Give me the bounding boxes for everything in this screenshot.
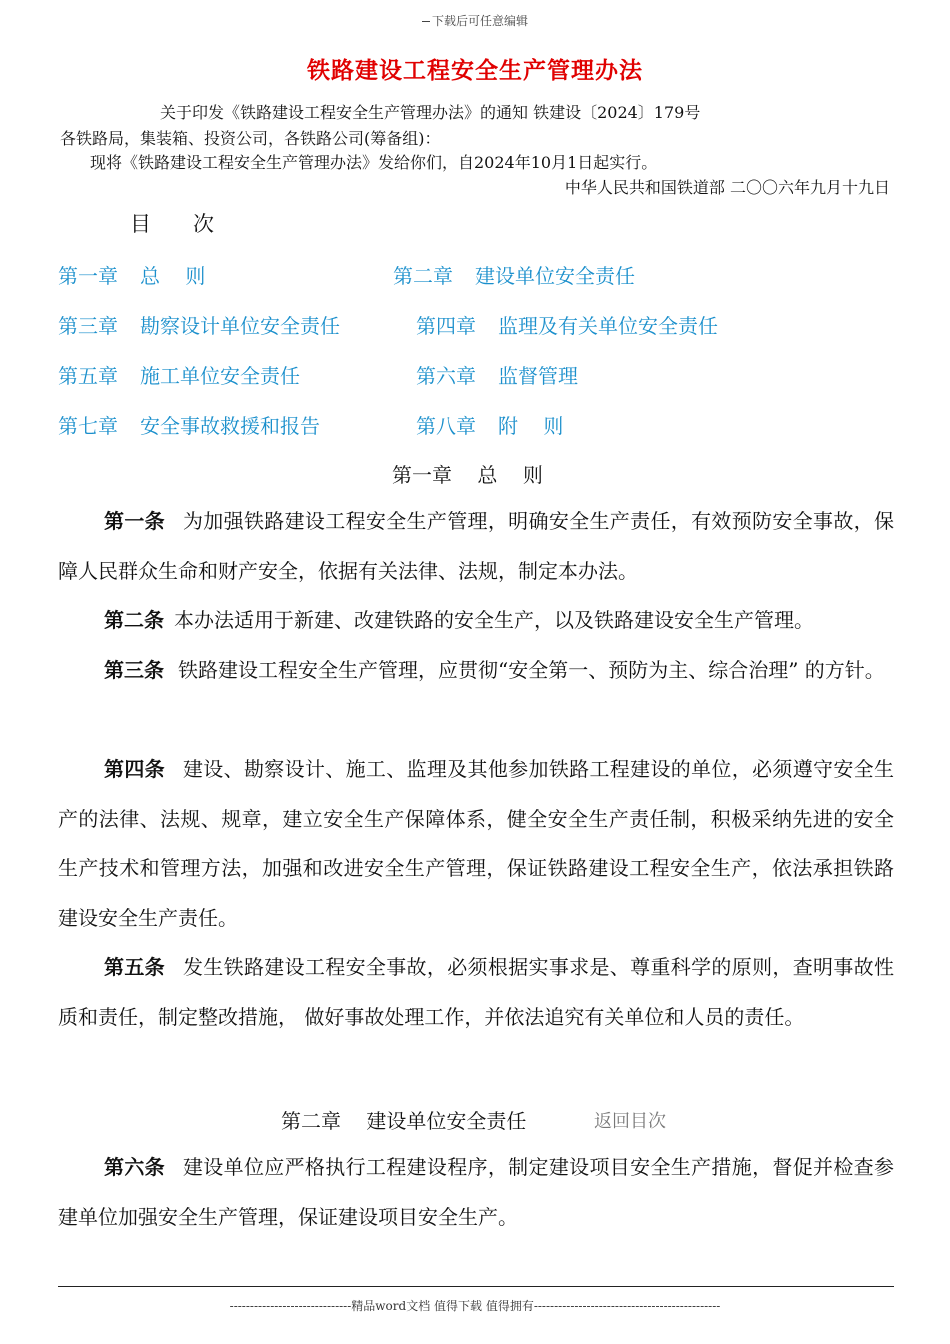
article-4 (58, 745, 894, 943)
article-text: 建设、勘察设计、施工、监理及其他参加铁路工程建设的单位，必须遵守安全生产的法律、法规、规章，建立安全生产保障体系，健全安全生产责任制，积极采纳先进的安全生产技术和管理方法，加强和改进安全生产管理，保证铁路建设工程安全生产，依法承担铁路建设安全生产责任。 (58, 757, 895, 930)
toc-num: 第八章 (416, 414, 476, 438)
document-title: 铁路建设工程安全生产管理办法 (307, 58, 643, 84)
notice-line: 关于印发《铁路建设工程安全生产管理办法》的通知 铁建设〔2024〕179号 (160, 103, 701, 122)
header-note (0, 12, 950, 29)
toc-num: 第一章 (58, 264, 118, 288)
chapter-1-heading: 第一章 总 则 (392, 463, 543, 487)
toc-label: 建设单位安全责任 (475, 264, 635, 288)
toc-link-chapter-5[interactable] (58, 360, 300, 389)
article-text: 发生铁路建设工程安全事故，必须根据实事求是、尊重科学的原则，查明事故性质和责任，制定整改措施， 做好事故处理工作，并依法追究有关单位和人员的责任。 (58, 955, 895, 1029)
article-1 (58, 497, 894, 596)
article-text: 铁路建设工程安全生产管理，应贯彻“安全第一、预防为主、综合治理” 的方针。 (178, 658, 885, 682)
article-label: 第五条 (104, 955, 165, 979)
article-2 (58, 596, 894, 646)
toc-title-char-2: 次 (193, 212, 214, 236)
article-label: 第三条 (104, 658, 164, 682)
back-to-toc-link[interactable]: 返回目次 (594, 1111, 666, 1132)
article-5 (58, 943, 894, 1042)
toc-link-chapter-6[interactable] (416, 360, 578, 389)
article-text: 本办法适用于新建、改建铁路的安全生产，以及铁路建设安全生产管理。 (174, 608, 814, 632)
article-6 (58, 1143, 894, 1242)
toc-num: 第四章 (416, 314, 476, 338)
toc-label: 安全事故救援和报告 (140, 414, 320, 438)
article-text: 为加强铁路建设工程安全生产管理，明确安全生产责任，有效预防安全事故，保障人民群众生命和财产安全，依据有关法律、法规，制定本办法。 (58, 509, 895, 583)
article-label: 第二条 (104, 608, 164, 632)
toc-label: 附 则 (498, 414, 564, 438)
toc-link-chapter-8[interactable] (416, 410, 563, 439)
toc-label: 监督管理 (498, 364, 578, 388)
toc-link-chapter-4[interactable] (416, 310, 718, 339)
toc-num: 第五章 (58, 364, 118, 388)
header-note-text: 下载后可任意编辑 (431, 14, 528, 28)
article-label: 第四条 (104, 757, 165, 781)
toc-link-chapter-2[interactable] (393, 260, 635, 289)
toc-label: 总 则 (140, 264, 206, 288)
footer-note: ------------------------------精品word文档 值得下载 值得拥有---------------------------------------------- (229, 1299, 721, 1313)
chapter-2-heading: 第二章 建设单位安全责任 (281, 1109, 527, 1133)
toc-title (130, 208, 256, 238)
article-text: 建设单位应严格执行工程建设程序，制定建设项目安全生产措施，督促并检查参建单位加强安全生产管理，保证建设项目安全生产。 (58, 1155, 895, 1229)
toc-num: 第三章 (58, 314, 118, 338)
signature-line: 中华人民共和国铁道部 二〇〇六年九月十九日 (564, 178, 890, 197)
article-3 (58, 646, 894, 696)
toc-label: 监理及有关单位安全责任 (498, 314, 718, 338)
addressee-line: 各铁路局，集装箱、投资公司，各铁路公司(筹备组)： (60, 129, 441, 148)
toc-link-chapter-3[interactable] (58, 310, 340, 339)
toc-link-chapter-7[interactable] (58, 410, 320, 439)
toc-label: 施工单位安全责任 (140, 364, 300, 388)
article-label: 第一条 (104, 509, 165, 533)
body-line: 现将《铁路建设工程安全生产管理办法》发给你们，自2024年10月1日起实行。 (90, 153, 658, 172)
toc-num: 第六章 (416, 364, 476, 388)
toc-num: 第七章 (58, 414, 118, 438)
header-dash (422, 21, 430, 22)
article-label: 第六条 (104, 1155, 165, 1179)
toc-label: 勘察设计单位安全责任 (140, 314, 340, 338)
footer-divider (58, 1286, 894, 1287)
toc-title-char-1: 目 (130, 212, 151, 236)
toc-num: 第二章 (393, 264, 453, 288)
toc-link-chapter-1[interactable] (58, 260, 205, 289)
